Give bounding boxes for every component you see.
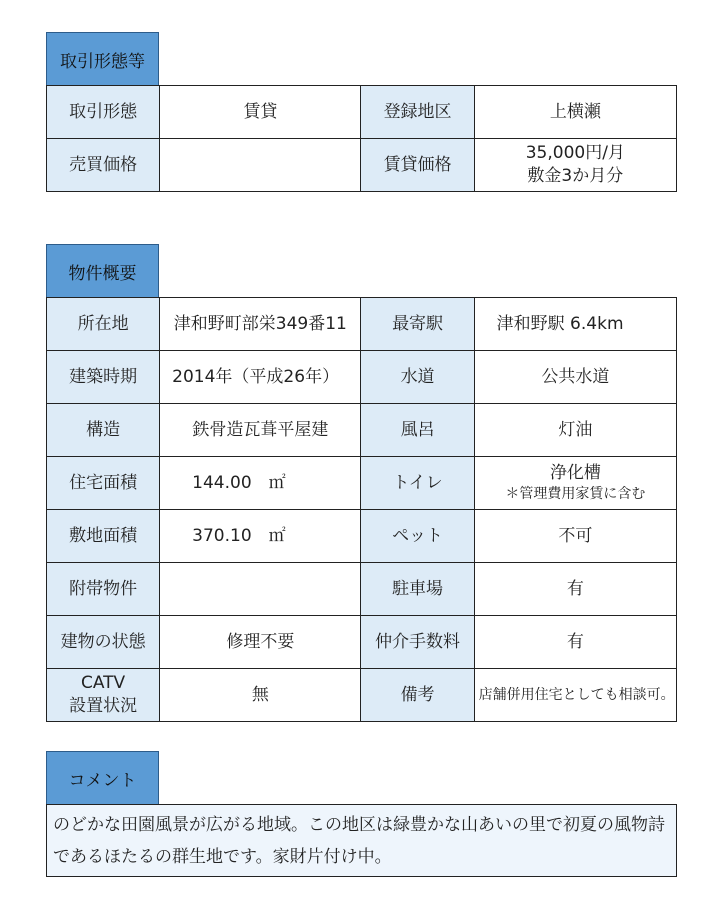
table-row [47, 510, 677, 563]
label-bath: 風呂 [361, 404, 474, 457]
label-station: 最寄駅 [361, 298, 474, 351]
table-row [47, 563, 677, 616]
label-land-area: 敷地面積 [47, 510, 160, 563]
value-parking: 有 [474, 563, 676, 616]
label-toilet: トイレ [361, 457, 474, 510]
label-transaction-type: 取引形態 [47, 86, 160, 139]
value-station: 津和野駅 6.4km [474, 298, 676, 351]
toilet-type: 浄化槽 [549, 463, 601, 484]
value-location: 津和野町部栄349番11 [160, 298, 361, 351]
value-water: 公共水道 [474, 351, 676, 404]
label-remarks: 備考 [361, 669, 474, 722]
value-structure: 鉄骨造瓦葺平屋建 [160, 404, 361, 457]
value-catv: 無 [160, 669, 361, 722]
value-floor-area: 144.00 ㎡ [160, 457, 361, 510]
table-row [47, 616, 677, 669]
transaction-table [46, 85, 677, 192]
value-land-area: 370.10 ㎡ [160, 510, 361, 563]
value-rent-price [474, 139, 676, 192]
table-row [47, 669, 677, 722]
property-table [46, 297, 677, 722]
label-condition: 建物の状態 [47, 616, 160, 669]
rent-amount: 35,000円/月 [525, 143, 625, 164]
label-built: 建築時期 [47, 351, 160, 404]
catv-label-line2: 設置状況 [69, 696, 138, 716]
section-title-transaction: 取引形態等 [46, 32, 159, 85]
label-location: 所在地 [47, 298, 160, 351]
label-parking: 駐車場 [361, 563, 474, 616]
table-row [47, 139, 677, 192]
label-rent-price: 賃貸価格 [361, 139, 474, 192]
value-annex [160, 563, 361, 616]
label-registered-area: 登録地区 [361, 86, 474, 139]
value-fee: 有 [474, 616, 676, 669]
label-annex: 附帯物件 [47, 563, 160, 616]
label-fee: 仲介手数料 [361, 616, 474, 669]
value-built: 2014年（平成26年） [160, 351, 361, 404]
section-title-property: 物件概要 [46, 244, 159, 297]
label-catv [47, 669, 160, 722]
toilet-note: ＊管理費用家賃に含む [505, 486, 646, 503]
table-row [47, 457, 677, 510]
value-toilet [474, 457, 676, 510]
table-row [47, 298, 677, 351]
comment-text: のどかな田園風景が広がる地域。この地区は緑豊かな山あいの里で初夏の風物詩であるほたるの群生地です。家財片付け中。 [46, 804, 677, 877]
deposit-amount: 敷金3か月分 [527, 166, 624, 186]
value-bath: 灯油 [474, 404, 676, 457]
value-registered-area: 上横瀬 [474, 86, 676, 139]
table-row [47, 86, 677, 139]
label-structure: 構造 [47, 404, 160, 457]
value-pet: 不可 [474, 510, 676, 563]
label-floor-area: 住宅面積 [47, 457, 160, 510]
table-row [47, 351, 677, 404]
catv-label-line1: CATV [80, 673, 126, 694]
label-water: 水道 [361, 351, 474, 404]
table-row [47, 404, 677, 457]
section-title-comment: コメント [46, 751, 159, 804]
label-sale-price: 売買価格 [47, 139, 160, 192]
value-condition: 修理不要 [160, 616, 361, 669]
value-sale-price [160, 139, 361, 192]
value-remarks: 店舗併用住宅としても相談可。 [474, 669, 676, 722]
label-pet: ペット [361, 510, 474, 563]
value-transaction-type: 賃貸 [160, 86, 361, 139]
